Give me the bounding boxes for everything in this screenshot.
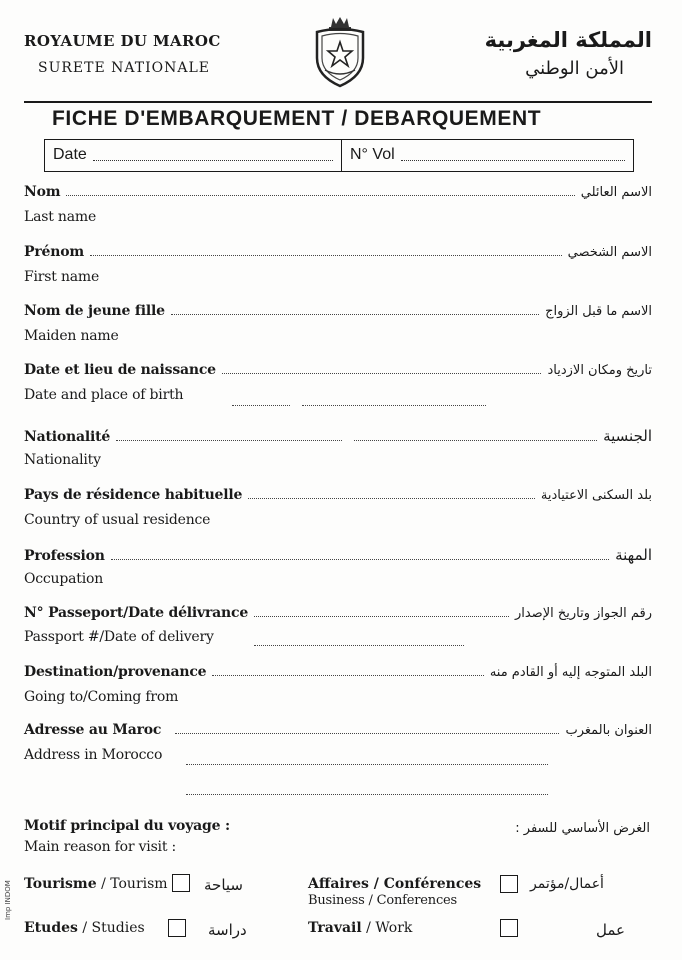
field-nationality[interactable] — [24, 427, 652, 445]
birth-place-line[interactable] — [302, 405, 486, 406]
field-label-fr: Date et lieu de naissance — [24, 362, 216, 378]
reason-label-fr: Affaires / Conférences — [308, 876, 482, 892]
date-label: Date — [53, 146, 87, 163]
date-field[interactable] — [45, 140, 341, 171]
field-label-fr: Prénom — [24, 244, 84, 260]
field-label-ar: بلد السكنى الاعتيادية — [540, 488, 652, 503]
reason-label-en: Business / Conferences — [308, 893, 457, 908]
field-label-en: Going to/Coming from — [24, 689, 179, 705]
field-label-ar: الجنسية — [603, 427, 652, 445]
field-input-line[interactable] — [222, 373, 542, 374]
field-residence-country[interactable] — [24, 487, 652, 503]
reason-label-en: / Work — [366, 920, 413, 936]
reason-studies-label — [24, 920, 145, 936]
field-label-ar: تاريخ ومكان الازدياد — [547, 363, 652, 378]
tourism-checkbox[interactable] — [172, 874, 190, 892]
motif-label-ar: الغرض الأساسي للسفر : — [515, 821, 650, 836]
field-label-fr: Pays de résidence habituelle — [24, 487, 243, 503]
field-birth-date-place[interactable] — [24, 362, 652, 378]
reason-business-label — [308, 876, 481, 892]
field-label-en: Passport #/Date of delivery — [24, 629, 214, 645]
field-label-fr: Profession — [24, 548, 105, 564]
field-label-ar: الاسم الشخصي — [567, 245, 652, 260]
motif-label-fr: Motif principal du voyage : — [24, 818, 230, 834]
motif-label-en: Main reason for visit : — [24, 839, 177, 855]
field-first-name[interactable] — [24, 244, 652, 260]
form-title: FICHE D'EMBARQUEMENT / DEBARQUEMENT — [52, 107, 542, 130]
field-label-en: Maiden name — [24, 328, 119, 344]
reason-label-fr: Etudes — [24, 920, 78, 936]
reason-label-fr: Tourisme — [24, 876, 97, 892]
birth-date-line[interactable] — [232, 405, 290, 406]
field-label-fr: Nationalité — [24, 429, 111, 445]
field-input-line[interactable] — [171, 314, 539, 315]
field-label-fr: Nom — [24, 184, 61, 200]
field-input-line-2[interactable] — [354, 440, 597, 441]
field-label-ar: المهنة — [615, 546, 652, 564]
address-line-3[interactable] — [186, 794, 548, 795]
field-address[interactable] — [24, 722, 652, 738]
field-input-line[interactable] — [116, 440, 342, 441]
coat-of-arms-icon — [311, 14, 369, 88]
field-label-ar: العنوان بالمغرب — [565, 723, 652, 738]
reason-label-fr: Travail — [308, 920, 362, 936]
service-fr: SURETE NATIONALE — [38, 60, 210, 76]
flight-label: N° Vol — [350, 146, 395, 163]
field-input-line[interactable] — [248, 498, 535, 499]
reason-tourism-label — [24, 876, 168, 892]
field-input-line[interactable] — [175, 733, 559, 734]
field-input-line[interactable] — [66, 195, 574, 196]
field-label-ar: رقم الجواز وتاريخ الإصدار — [514, 606, 652, 621]
field-label-fr: Adresse au Maroc — [24, 722, 162, 738]
kingdom-fr: ROYAUME DU MAROC — [24, 32, 221, 50]
field-destination[interactable] — [24, 664, 652, 680]
field-maiden-name[interactable] — [24, 303, 652, 319]
service-ar: الأمن الوطني — [525, 58, 624, 79]
reason-label-en: / Studies — [82, 920, 145, 936]
reason-label-ar: عمل — [596, 921, 625, 939]
reason-work-label — [308, 920, 412, 936]
field-label-en: Date and place of birth — [24, 387, 184, 403]
field-label-en: Address in Morocco — [24, 747, 163, 763]
field-label-ar: الاسم ما قبل الزواج — [545, 304, 652, 319]
reason-label-ar: دراسة — [208, 921, 247, 939]
reason-label-ar: أعمال/مؤتمر — [530, 876, 604, 892]
date-input-line[interactable] — [93, 160, 333, 161]
field-label-en: Country of usual residence — [24, 512, 211, 528]
date-flight-box — [44, 139, 634, 172]
field-label-en: Occupation — [24, 571, 104, 587]
reason-label-en: / Tourism — [101, 876, 168, 892]
field-label-ar: البلد المتوجه إليه أو القادم منه — [489, 665, 652, 680]
field-input-line[interactable] — [90, 255, 562, 256]
field-input-line[interactable] — [254, 616, 509, 617]
field-label-fr: Destination/provenance — [24, 664, 207, 680]
flight-field[interactable] — [341, 140, 633, 171]
field-input-line[interactable] — [212, 675, 483, 676]
header-rule — [24, 101, 652, 103]
flight-input-line[interactable] — [401, 160, 625, 161]
address-line-2[interactable] — [186, 764, 548, 765]
work-checkbox[interactable] — [500, 919, 518, 937]
printer-code: Imp INDOM — [4, 880, 12, 920]
field-occupation[interactable] — [24, 546, 652, 564]
studies-checkbox[interactable] — [168, 919, 186, 937]
field-label-en: Last name — [24, 209, 97, 225]
field-label-fr: N° Passeport/Date délivrance — [24, 605, 249, 621]
field-passport[interactable] — [24, 605, 652, 621]
field-label-en: Nationality — [24, 452, 101, 468]
reason-label-ar: سياحة — [204, 876, 243, 894]
field-last-name[interactable] — [24, 184, 652, 200]
field-label-en: First name — [24, 269, 100, 285]
business-checkbox[interactable] — [500, 875, 518, 893]
field-label-ar: الاسم العائلي — [580, 185, 652, 200]
kingdom-ar: المملكة المغربية — [484, 28, 652, 52]
field-label-fr: Nom de jeune fille — [24, 303, 165, 319]
passport-date-line[interactable] — [254, 645, 464, 646]
field-input-line[interactable] — [111, 559, 609, 560]
